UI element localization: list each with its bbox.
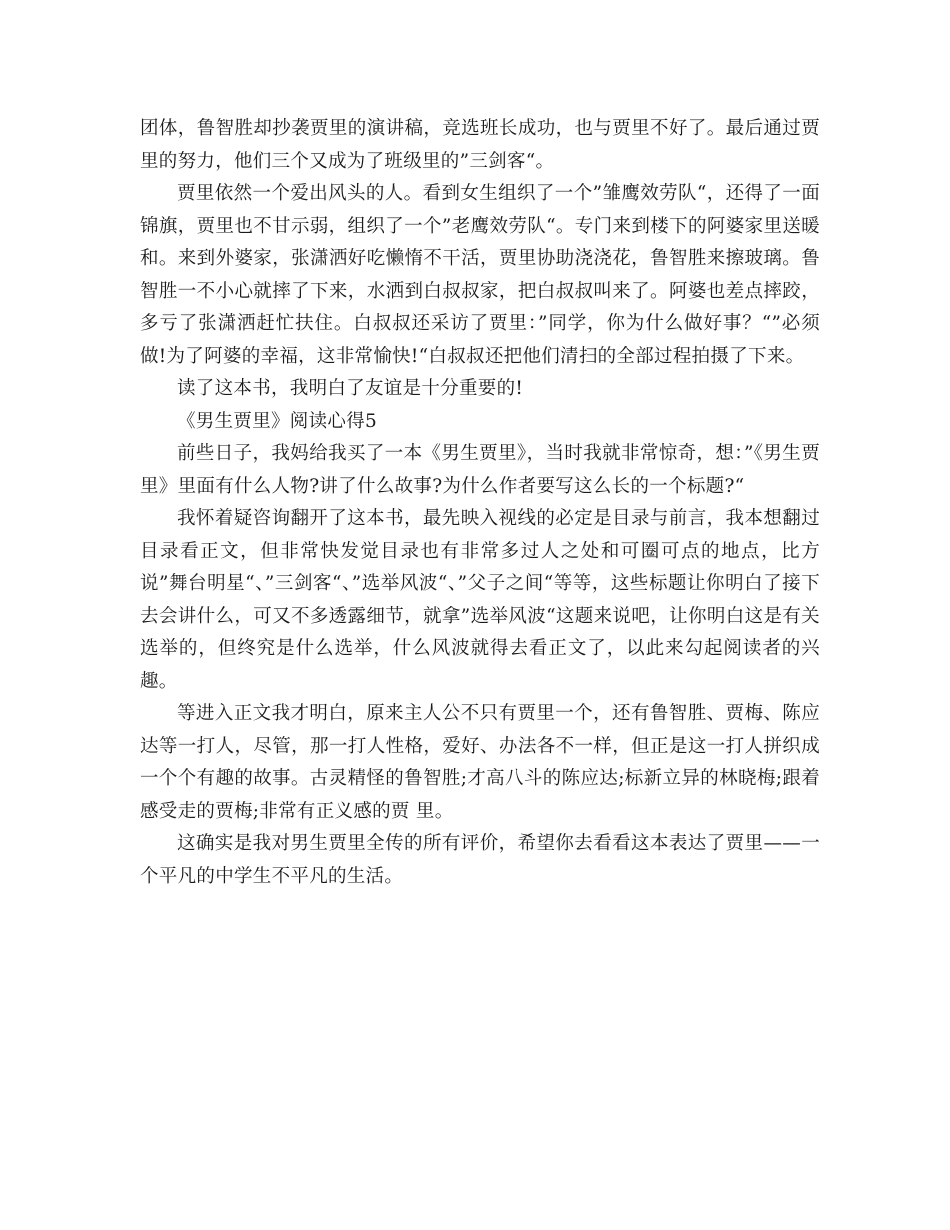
paragraph-8: 这确实是我对男生贾里全传的所有评价，希望你去看看这本表达了贾里——一个平凡的中学生不平凡的生活。 — [140, 833, 820, 887]
section-heading: 《男生贾里》阅读心得5 — [177, 410, 378, 432]
paragraph-1: 团体，鲁智胜却抄袭贾里的演讲稿，竞选班长成功，也与贾里不好了。最后通过贾里的努力，他们三个又成为了班级里的”三剑客“。 — [140, 118, 820, 172]
paragraph-7: 等进入正文我才明白，原来主人公不只有贾里一个，还有鲁智胜、贾梅、陈应达等一打人，尽管，那一打人性格，爱好、办法各不一样，但正是这一打人拼织成一个个有趣的故事。古灵精怪的鲁智胜;才高八斗的陈应达;标新立异的林晓梅;跟着感受走的贾梅;非常有正义感的贾 里。 — [140, 703, 820, 822]
document-body — [140, 113, 820, 893]
paragraph-2: 贾里依然一个爱出风头的人。看到女生组织了一个”雏鹰效劳队“，还得了一面锦旗，贾里也不甘示弱，组织了一个”老鹰效劳队“。专门来到楼下的阿婆家里送暖和。来到外婆家，张潇洒好吃懒惰不干活，贾里协助浇浇花，鲁智胜来擦玻璃。鲁智胜一不小心就摔了下来，水洒到白叔叔家，把白叔叔叫来了。阿婆也差点摔跤，多亏了张潇洒赶忙扶住。白叔叔还采访了贾里：”同学，你为什么做好事？“”必须做!为了阿婆的幸福，这非常愉快!“白叔叔还把他们清扫的全部过程拍摄了下来。 — [140, 183, 820, 367]
paragraph-6: 我怀着疑咨询翻开了这本书，最先映入视线的必定是目录与前言，我本想翻过目录看正文，但非常快发觉目录也有非常多过人之处和可圈可点的地点，比方说”舞台明星“、”三剑客“、”选举风波“、”父子之间“等等，这些标题让你明白了接下去会讲什么，可又不多透露细节，就拿”选举风波“这题来说吧，让你明白这是有关选举的，但终究是什么选举，什么风波就得去看正文了，以此来勾起阅读者的兴趣。 — [140, 508, 820, 692]
paragraph-5: 前些日子，我妈给我买了一本《男生贾里》，当时我就非常惊奇，想：”《男生贾里》里面有什么人物?讲了什么故事?为什么作者要写这么长的一个标题?“ — [140, 443, 820, 497]
paragraph-3: 读了这本书，我明白了友谊是十分重要的! — [177, 378, 524, 399]
